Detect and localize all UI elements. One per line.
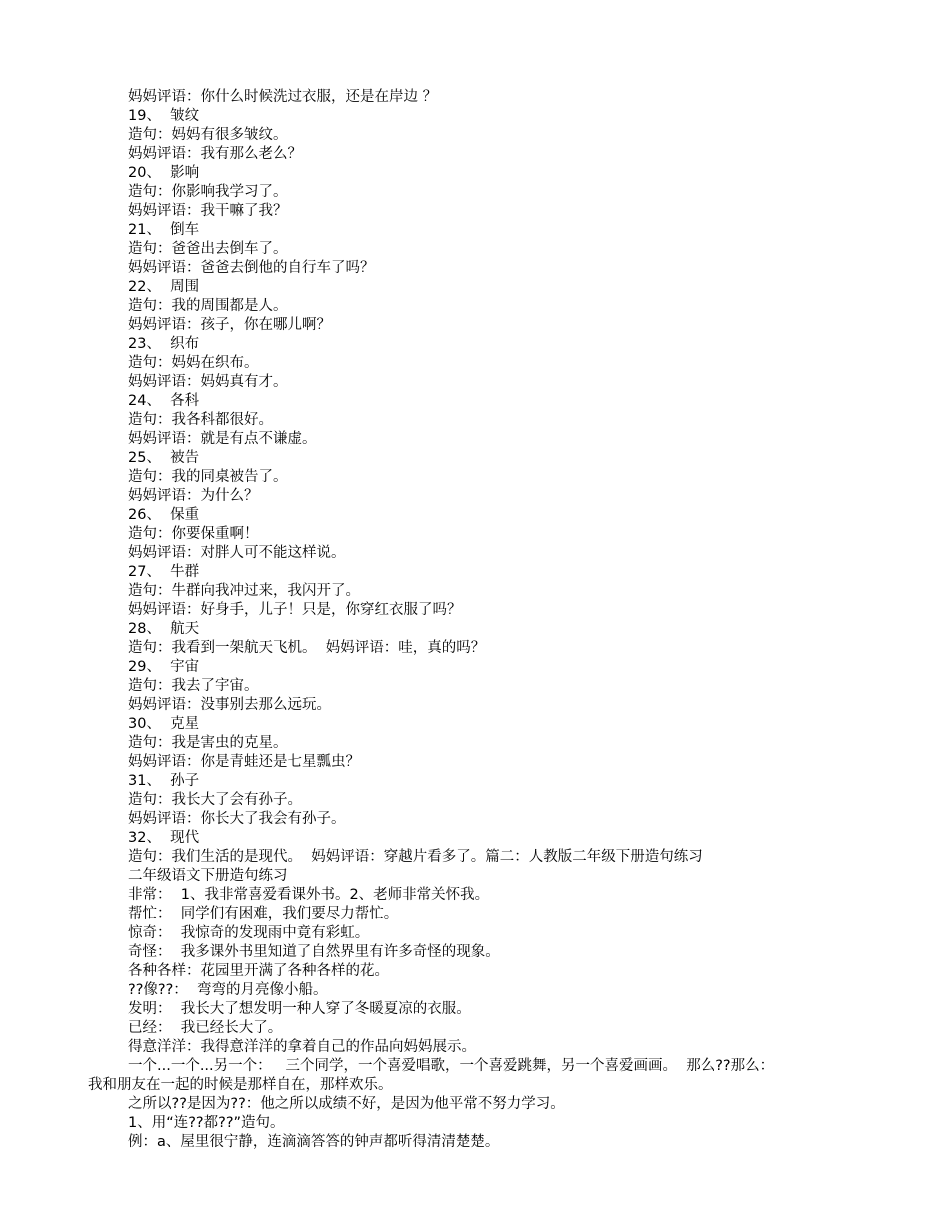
text-line: 惊奇： 我惊奇的发现雨中竟有彩虹。 [128, 925, 370, 941]
text-line: 造句：我们生活的是现代。 妈妈评语：穿越片看多了。篇二：人教版二年级下册造句练习 [128, 849, 703, 865]
text-line: 20、 影响 [128, 165, 200, 181]
text-line: 妈妈评语：就是有点不谦虚。 [128, 431, 317, 447]
text-line: ??像??： 弯弯的月亮像小船。 [128, 982, 328, 998]
text-line: 19、 皱纹 [128, 108, 200, 124]
text-line: 造句：妈妈有很多皱纹。 [128, 127, 288, 143]
text-line: 造句：牛群向我冲过来，我闪开了。 [128, 583, 360, 599]
text-line: 二年级语文下册造句练习 [128, 868, 288, 884]
text-line: 妈妈评语：你什么时候洗过衣服，还是在岸边 ？ [128, 89, 438, 105]
text-line: 造句：我是害虫的克星。 [128, 735, 288, 751]
text-line: 22、 周围 [128, 279, 200, 295]
text-line: 妈妈评语：我有那么老么？ [128, 146, 302, 162]
text-line: 1、用“连??都??”造句。 [128, 1115, 285, 1131]
document-body [88, 88, 888, 1152]
text-line: 造句：你影响我学习了。 [128, 184, 288, 200]
text-line: 29、 宇宙 [128, 659, 200, 675]
text-line: 发明： 我长大了想发明一种人穿了冬暖夏凉的衣服。 [128, 1001, 471, 1017]
text-line: 28、 航天 [128, 621, 200, 637]
text-line: 妈妈评语：我干嘛了我？ [128, 203, 288, 219]
text-line: 妈妈评语：孩子，你在哪儿啊？ [128, 317, 331, 333]
text-line: 31、 孙子 [128, 773, 200, 789]
text-line: 已经： 我已经长大了。 [128, 1020, 283, 1036]
text-line: 妈妈评语：好身手，儿子！只是，你穿红衣服了吗？ [128, 602, 462, 618]
text-line: 例：a、屋里很宁静，连滴滴答答的钟声都听得清清楚楚。 [128, 1134, 500, 1150]
text-line: 之所以??是因为??：他之所以成绩不好，是因为他平常不努力学习。 [128, 1096, 565, 1112]
text-line: 造句：我各科都很好。 [128, 412, 273, 428]
text-line: 23、 织布 [128, 336, 200, 352]
text-line: 妈妈评语：为什么？ [128, 488, 259, 504]
text-line: 妈妈评语：对胖人可不能这样说。 [128, 545, 346, 561]
text-line: 妈妈评语：妈妈真有才。 [128, 374, 288, 390]
text-line: 奇怪： 我多课外书里知道了自然界里有许多奇怪的现象。 [128, 944, 500, 960]
text-line: 妈妈评语：没事别去那么远玩。 [128, 697, 331, 713]
text-line: 造句：我长大了会有孙子。 [128, 792, 302, 808]
text-line: 21、 倒车 [128, 222, 200, 238]
text-line: 妈妈评语：爸爸去倒他的自行车了吗？ [128, 260, 375, 276]
text-line: 妈妈评语：你是青蛙还是七星瓢虫？ [128, 754, 360, 770]
text-line: 非常： 1、我非常喜爱看课外书。2、老师非常关怀我。 [128, 887, 490, 903]
text-line: 造句：我的周围都是人。 [128, 298, 288, 314]
text-line: 造句：爸爸出去倒车了。 [128, 241, 288, 257]
text-line: 造句：你要保重啊！ [128, 526, 259, 542]
text-line: 各种各样：花园里开满了各种各样的花。 [128, 963, 389, 979]
text-line: 25、 被告 [128, 450, 200, 466]
text-line: 26、 保重 [128, 507, 200, 523]
text-line: 造句：我看到一架航天飞机。 妈妈评语：哇，真的吗？ [128, 640, 486, 656]
text-line: 造句：妈妈在织布。 [128, 355, 259, 371]
text-line: 32、 现代 [128, 830, 200, 846]
text-line: 27、 牛群 [128, 564, 200, 580]
text-line: 30、 克星 [128, 716, 200, 732]
text-line: 造句：我的同桌被告了。 [128, 469, 288, 485]
text-line: 一个...一个...另一个： 三个同学，一个喜爱唱歌，一个喜爱跳舞，另一个喜爱画画。 那么??那么： [128, 1058, 775, 1074]
text-line: 我和朋友在一起的时候是那样自在，那样欢乐。 [88, 1077, 393, 1093]
text-line: 24、 各科 [128, 393, 200, 409]
text-line: 造句：我去了宇宙。 [128, 678, 259, 694]
text-line: 得意洋洋：我得意洋洋的拿着自己的作品向妈妈展示。 [128, 1039, 476, 1055]
text-line: 妈妈评语：你长大了我会有孙子。 [128, 811, 346, 827]
text-line: 帮忙： 同学们有困难，我们要尽力帮忙。 [128, 906, 399, 922]
